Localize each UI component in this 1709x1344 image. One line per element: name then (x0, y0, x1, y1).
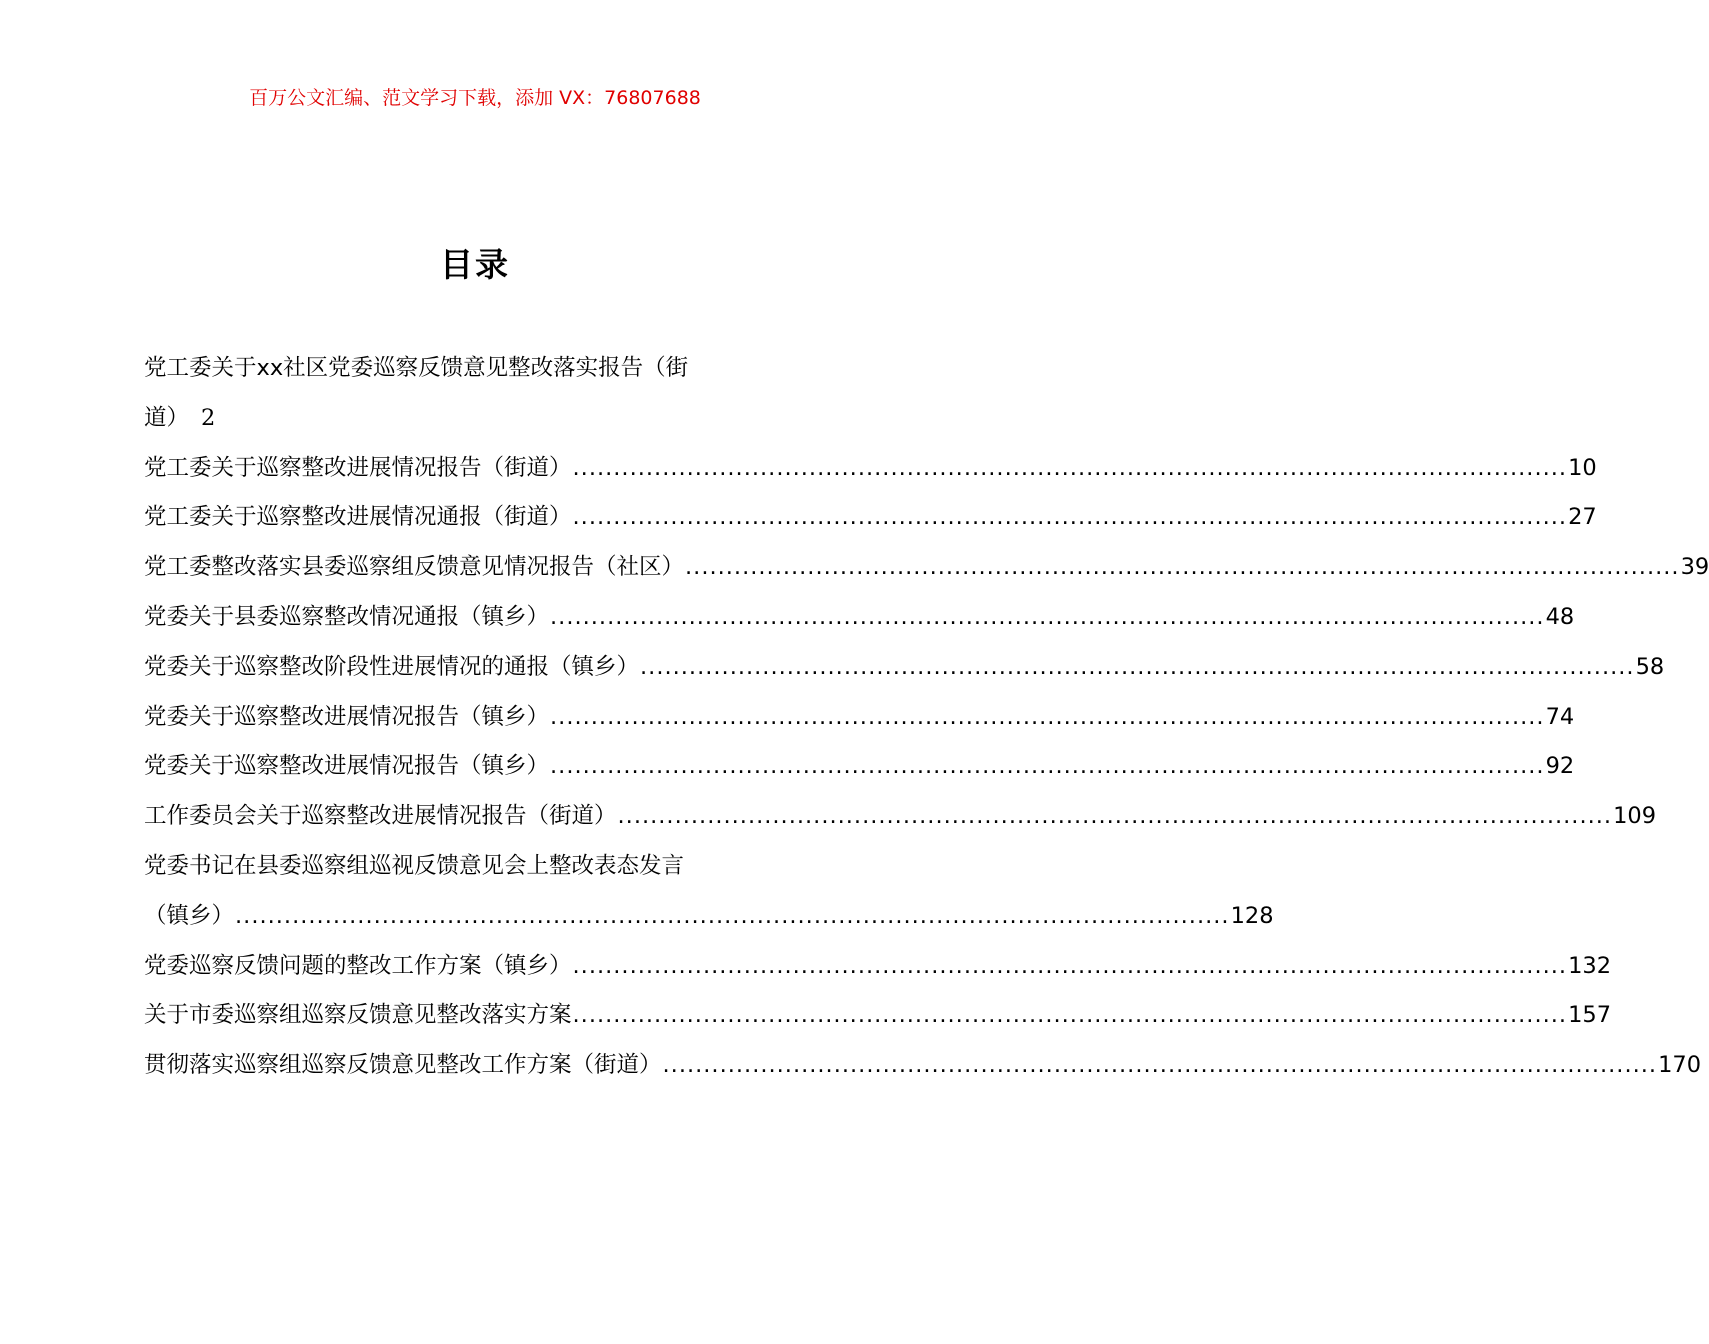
toc-entry-title: 党委关于巡察整改进展情况报告（镇乡） (144, 703, 550, 730)
toc-entry-line[interactable] (144, 892, 1274, 942)
toc-page-number: 92 (1545, 753, 1575, 780)
dot-leader: .......................................................................................................................... (550, 753, 1545, 780)
toc-page-number: 157 (1568, 1002, 1612, 1029)
dot-leader: .......................................................................................................................... (572, 454, 1568, 481)
toc-page-number: 58 (1635, 653, 1665, 680)
dot-leader: .......................................................................................................................... (685, 554, 1680, 581)
toc-entry[interactable] (144, 444, 1597, 494)
toc-entry-title: 贯彻落实巡察组巡察反馈意见整改工作方案（街道） (144, 1052, 662, 1079)
toc-page-number: 39 (1680, 554, 1709, 581)
table-of-contents (144, 344, 1709, 1091)
toc-entry[interactable] (144, 991, 1612, 1041)
page-title: 目录 (440, 245, 510, 284)
toc-page-number: 132 (1568, 952, 1612, 979)
toc-page-number: 2 (201, 404, 216, 431)
dot-leader: .......................................................................................................................... (662, 1052, 1658, 1079)
dot-leader: .......................................................................................................................... (550, 603, 1545, 630)
toc-entry-title-continued: （镇乡） (144, 902, 235, 929)
dot-leader: .......................................................................................................................... (235, 902, 1230, 929)
toc-page-number: 109 (1613, 803, 1657, 830)
toc-page-number: 27 (1568, 504, 1597, 531)
toc-entry-title: 党委巡察反馈问题的整改工作方案（镇乡） (144, 952, 572, 979)
toc-entry[interactable] (144, 593, 1575, 643)
dot-leader: .......................................................................................................................... (572, 1002, 1568, 1029)
toc-entry[interactable] (144, 493, 1597, 543)
toc-entry-title: 关于市委巡察组巡察反馈意见整改落实方案 (144, 1002, 572, 1029)
toc-entry-title: 党委关于巡察整改阶段性进展情况的通报（镇乡） (144, 653, 640, 680)
toc-entry-line[interactable] (144, 344, 806, 394)
toc-entry-title: 党工委关于xx社区党委巡察反馈意见整改落实报告（街 (144, 355, 689, 381)
dot-leader: .......................................................................................................................... (572, 952, 1568, 979)
toc-entry-title-continued: 道） (144, 404, 190, 431)
toc-page-number: 128 (1230, 902, 1274, 929)
toc-entry[interactable] (144, 792, 1657, 842)
toc-entry[interactable] (144, 1041, 1702, 1091)
toc-entry[interactable] (144, 643, 1665, 693)
toc-entry-title: 党委关于巡察整改进展情况报告（镇乡） (144, 753, 550, 780)
toc-entry-title: 党工委整改落实县委巡察组反馈意见情况报告（社区） (144, 554, 685, 581)
dot-leader: .......................................................................................................................... (640, 653, 1635, 680)
dot-leader: .......................................................................................................................... (550, 703, 1545, 730)
toc-page-number: 74 (1545, 703, 1575, 730)
toc-entry-line[interactable] (144, 394, 806, 444)
toc-entry-title: 党委书记在县委巡察组巡视反馈意见会上整改表态发言 (144, 852, 685, 879)
header-note: 百万公文汇编、范文学习下载，添加 VX：76807688 (249, 87, 701, 109)
toc-page-number: 48 (1545, 603, 1575, 630)
toc-entry-line[interactable] (144, 842, 806, 892)
dot-leader: .......................................................................................................................... (617, 803, 1613, 830)
toc-entry[interactable] (144, 693, 1575, 743)
toc-entry[interactable] (144, 942, 1612, 992)
toc-entry-title: 党工委关于巡察整改进展情况通报（街道） (144, 504, 572, 531)
toc-entry-title: 党工委关于巡察整改进展情况报告（街道） (144, 454, 572, 481)
dot-leader: .......................................................................................................................... (572, 504, 1568, 531)
toc-entry-title: 工作委员会关于巡察整改进展情况报告（街道） (144, 803, 617, 830)
toc-page-number: 170 (1658, 1052, 1702, 1079)
toc-entry[interactable] (144, 543, 1709, 593)
toc-entry-title: 党委关于县委巡察整改情况通报（镇乡） (144, 603, 550, 630)
toc-page-number: 10 (1568, 454, 1597, 481)
toc-entry[interactable] (144, 742, 1575, 792)
